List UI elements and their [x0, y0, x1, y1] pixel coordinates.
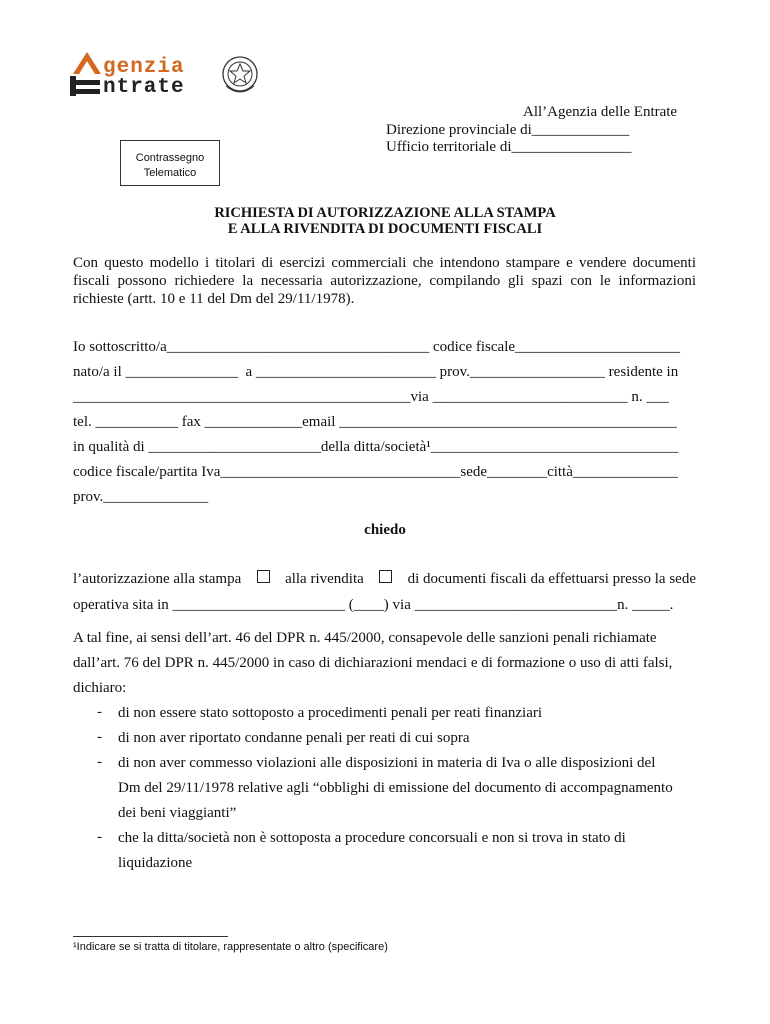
item-1-text: di non essere stato sottoposto a procedimenti penali per reati finanziari: [118, 705, 543, 721]
document-title-line2: E ALLA RIVENDITA DI DOCUMENTI FISCALI: [227, 221, 543, 237]
form-line-birth[interactable]: nato/a il _______________ a ________________________ prov.__________________ residente in: [73, 364, 679, 380]
logo-line-agenzia: genzia: [103, 56, 185, 79]
item-1-dash: -: [97, 704, 102, 720]
form-line-partita-iva[interactable]: codice fiscale/partita Iva________________________________sede________città______________: [73, 464, 678, 480]
checkbox-rivendita[interactable]: [379, 570, 392, 583]
form-line-name[interactable]: Io sottoscritto/a___________________________________ codice fiscale______________________: [73, 339, 681, 355]
request-text-stampa: l’autorizzazione alla stampa: [73, 571, 242, 587]
intro-paragraph: Con questo modello i titolari di esercizi commerciali che intendono stampare e vendere documenti fiscali possono richiedere la necessaria autorizzazione, compilando gli spazi con le informazioni richieste (artt. 10 e 11 del Dm del 29/11/1978).: [73, 255, 696, 307]
italian-emblem-icon: [220, 52, 260, 98]
recipient-line: All’Agenzia delle Entrate: [523, 104, 678, 120]
stamp-box-line2: Telematico: [143, 167, 197, 179]
form-line-address[interactable]: _____________________________________________via __________________________ n. ___: [73, 389, 669, 405]
direzione-provinciale-field[interactable]: Direzione provinciale di_____________: [386, 122, 630, 138]
form-line-contacts[interactable]: tel. ___________ fax _____________email _____________________________________________: [73, 414, 677, 430]
footnote-rule: [73, 936, 228, 937]
request-text-rivendita: alla rivendita: [285, 571, 364, 587]
item-3-text-line2: Dm del 29/11/1978 relative agli “obblighi di emissione del documento di accompagnamento: [118, 780, 673, 796]
declaration-line-2: dall’art. 76 del DPR n. 445/2000 in caso di dichiarazioni mendaci e di formazione o uso di atti falsi,: [73, 655, 673, 671]
chiedo-heading: chiedo: [364, 522, 406, 538]
logo-line-entrate: ntrate: [103, 76, 185, 99]
stamp-box-line1: Contrassegno: [135, 152, 205, 164]
document-title-line1: RICHIESTA DI AUTORIZZAZIONE ALLA STAMPA: [214, 205, 556, 221]
request-line-2[interactable]: operativa sita in _______________________ (____) via ___________________________n. _____.: [73, 597, 674, 613]
item-2-dash: -: [97, 729, 102, 745]
form-line-prov[interactable]: prov.______________: [73, 489, 209, 505]
item-4-dash: -: [97, 829, 102, 845]
contrassegno-telematico-box: [120, 140, 220, 186]
item-2-text: di non aver riportato condanne penali per reati di cui sopra: [118, 730, 470, 746]
checkbox-stampa[interactable]: [257, 570, 270, 583]
item-3-text-line1: di non aver commesso violazioni alle disposizioni in materia di Iva o alle disposizioni del: [118, 755, 656, 771]
request-text-documenti: di documenti fiscali da effettuarsi presso la sede: [407, 571, 696, 587]
item-3-dash: -: [97, 754, 102, 770]
request-line-1: [73, 570, 696, 588]
footnote-text: ¹Indicare se si tratta di titolare, rappresentate o altro (specificare): [73, 941, 388, 953]
form-line-qualita[interactable]: in qualità di _______________________della ditta/società¹_________________________________: [73, 439, 679, 455]
declaration-line-3: dichiaro:: [73, 680, 127, 696]
declaration-line-1: A tal fine, ai sensi dell’art. 46 del DPR n. 445/2000, consapevole delle sanzioni penali richiamate: [73, 630, 657, 646]
item-4-text-line1: che la ditta/società non è sottoposta a procedure concorsuali e non si trova in stato di: [118, 830, 626, 846]
ufficio-territoriale-field[interactable]: Ufficio territoriale di________________: [386, 139, 632, 155]
item-4-text-line2: liquidazione: [118, 855, 193, 871]
logo-a-shape: [70, 50, 106, 100]
item-3-text-line3: dei beni viaggianti”: [118, 805, 237, 821]
